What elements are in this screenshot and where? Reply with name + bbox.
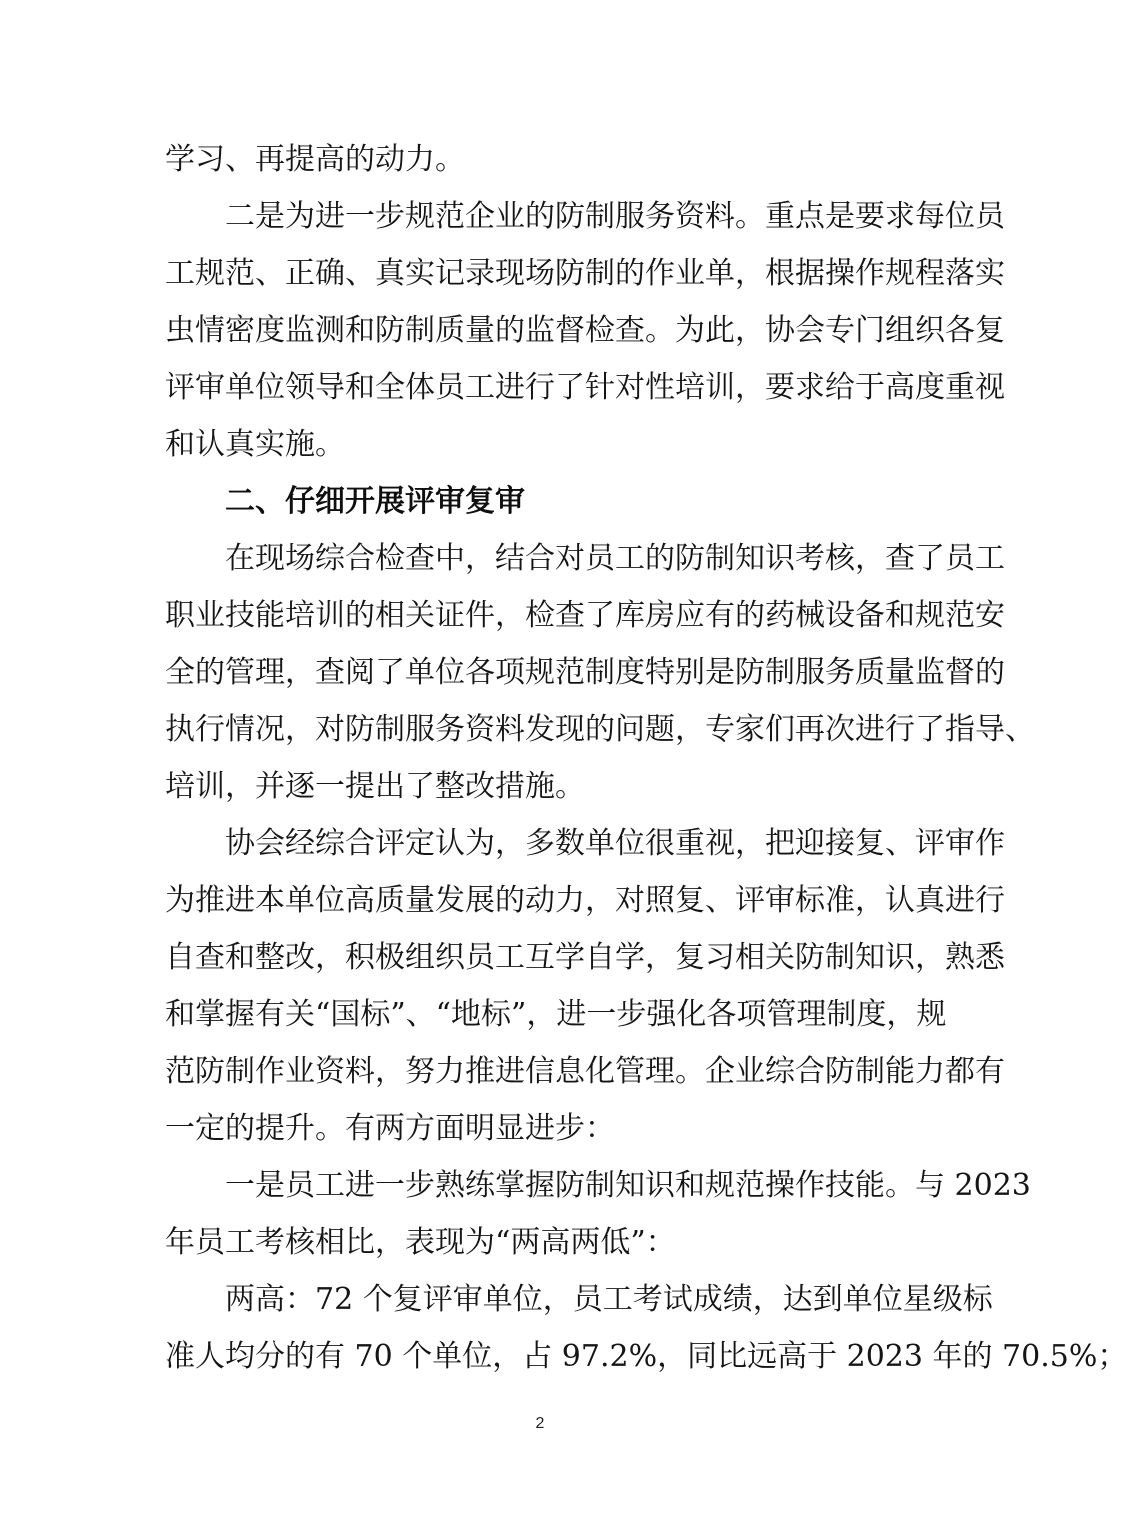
page-number: 2 <box>535 1415 545 1432</box>
text-line-5: 评审单位领导和全体员工进行了针对性培训，要求给于高度重视 <box>165 370 1005 405</box>
text-line-16: 和掌握有关“国标”、“地标”，进一步强化各项管理制度，规 <box>165 997 947 1032</box>
text-line-22: 准人均分的有 70 个单位，占 97.2%，同比远高于 2023 年的 70.5%； <box>165 1339 1127 1374</box>
text-line-20: 年员工考核相比，表现为“两高两低”： <box>165 1225 676 1260</box>
text-line-15: 自查和整改，积极组织员工互学自学，复习相关防制知识，熟悉 <box>165 940 1005 975</box>
text-line-11: 执行情况，对防制服务资料发现的问题，专家们再次进行了指导、 <box>165 712 1035 747</box>
text-line-12: 培训，并逐一提出了整改措施。 <box>165 769 585 804</box>
text-line-13: 协会经综合评定认为，多数单位很重视，把迎接复、评审作 <box>225 826 1005 861</box>
text-line-3: 工规范、正确、真实记录现场防制的作业单，根据操作规程落实 <box>165 256 1005 291</box>
text-line-18: 一定的提升。有两方面明显进步： <box>165 1111 615 1146</box>
text-line-2: 二是为进一步规范企业的防制服务资料。重点是要求每位员 <box>225 199 1005 234</box>
text-line-8: 在现场综合检查中，结合对员工的防制知识考核，查了员工 <box>225 541 1005 576</box>
text-line-1: 学习、再提高的动力。 <box>165 142 465 177</box>
section-heading: 二、仔细开展评审复审 <box>225 484 525 519</box>
text-line-14: 为推进本单位高质量发展的动力，对照复、评审标准，认真进行 <box>165 883 1005 918</box>
text-line-17: 范防制作业资料，努力推进信息化管理。企业综合防制能力都有 <box>165 1054 1005 1089</box>
text-line-6: 和认真实施。 <box>165 427 345 462</box>
text-line-19: 一是员工进一步熟练掌握防制知识和规范操作技能。与 2023 <box>225 1168 1031 1203</box>
text-line-9: 职业技能培训的相关证件，检查了库房应有的药械设备和规范安 <box>165 598 1005 633</box>
text-line-21: 两高：72 个复评审单位，员工考试成绩，达到单位星级标 <box>225 1282 993 1317</box>
text-line-10: 全的管理，查阅了单位各项规范制度特别是防制服务质量监督的 <box>165 655 1005 690</box>
text-line-4: 虫情密度监测和防制质量的监督检查。为此，协会专门组织各复 <box>165 313 1005 348</box>
